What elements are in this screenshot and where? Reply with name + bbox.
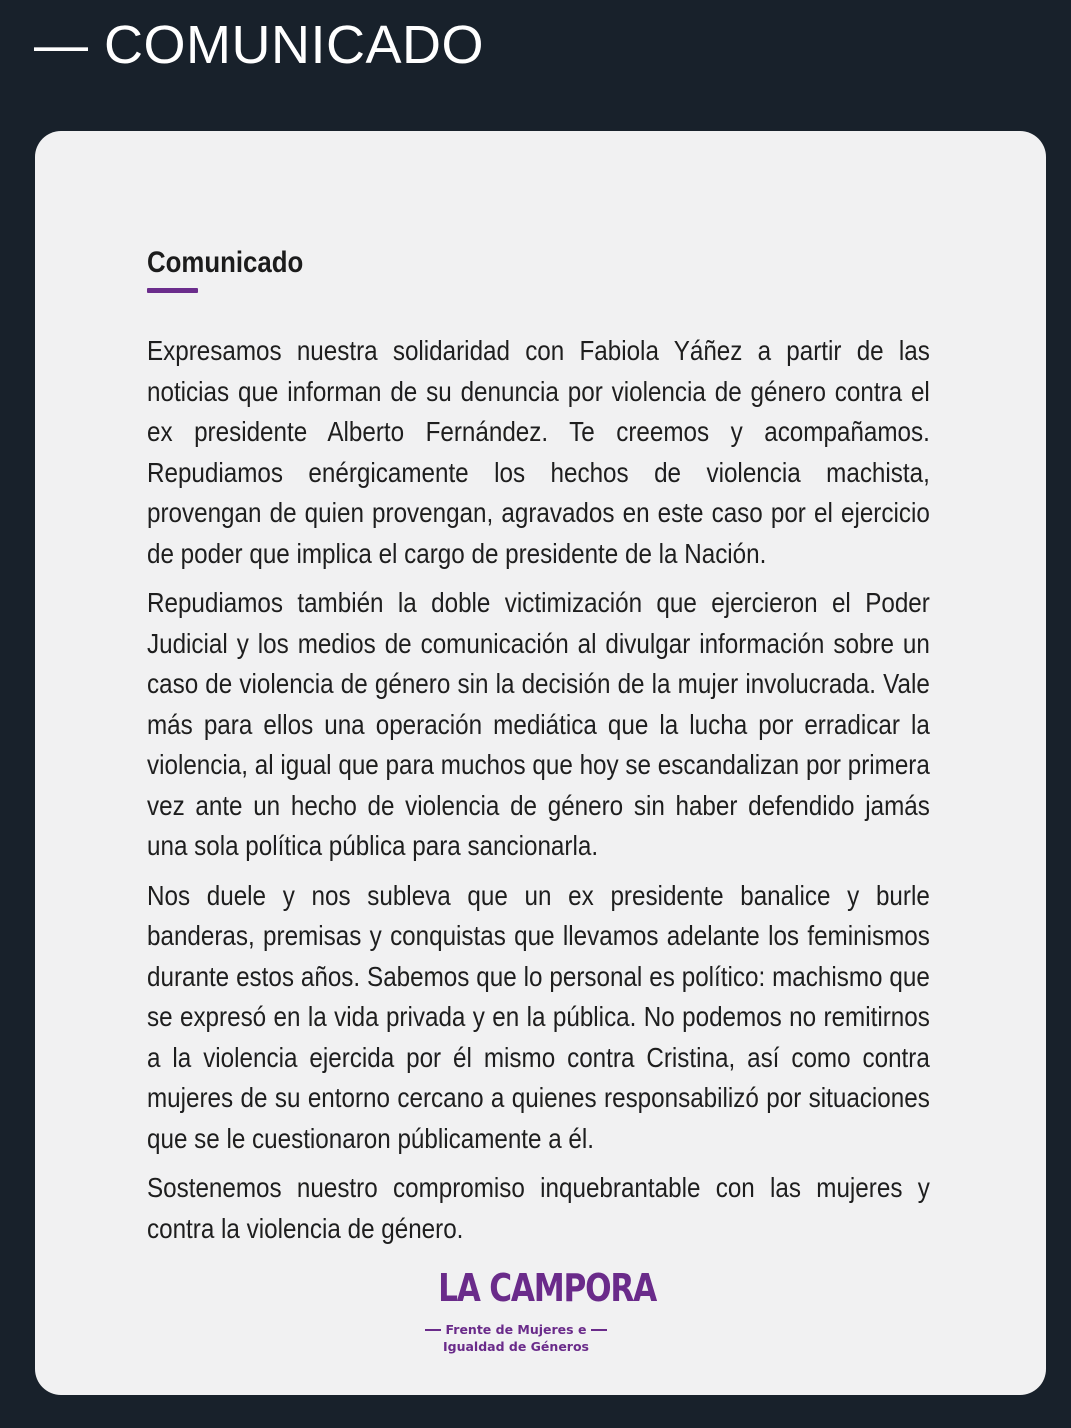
title-underline <box>147 288 198 293</box>
logo-subtitle <box>421 1321 611 1355</box>
logo-wordmark: LA CAMPORA <box>438 1266 657 1310</box>
statement-card <box>35 131 1046 1395</box>
la-campora-logo <box>421 1263 657 1361</box>
page-heading: — COMUNICADO <box>34 15 484 75</box>
dash-right-icon <box>591 1329 607 1331</box>
statement-paragraph: Repudiamos también la doble victimización que ejercieron el Poder Judicial y los medios de comunicación al divulgar información sobre un caso de violencia de género sin la decisión de la mujer involucrada. Vale más para ellos una operación mediática que la lucha por erradicar la violencia, al igual que para muchos que hoy se escandalizan por primera vez ante un hecho de violencia de género sin haber defendido jamás una sola política pública para sancionarla. <box>147 587 930 861</box>
statement-paragraph: Nos duele y nos subleva que un ex presidente banalice y burle banderas, premisas y conquistas que llevamos adelante los feminismos durante estos años. Sabemos que lo personal es político: machismo que se expresó en la vida privada y en la pública. No podemos no remitirnos a la violencia ejercida por él mismo contra Cristina, así como contra mujeres de su entorno cercano a quienes responsabilizó por situaciones que se le cuestionaron públicamente a él. <box>147 879 930 1154</box>
logo-subtitle-line2: Igualdad de Géneros <box>443 1339 589 1354</box>
statement-paragraph: Sostenemos nuestro compromiso inquebrantable con las mujeres y contra la violencia de género. <box>147 1172 930 1244</box>
statement-body <box>147 331 930 1258</box>
logo-subtitle-line1: Frente de Mujeres e <box>445 1322 587 1337</box>
dash-left-icon <box>425 1329 441 1331</box>
statement-paragraph: Expresamos nuestra solidaridad con Fabiola Yáñez a partir de las noticias que informan de su denuncia por violencia de género contra el ex presidente Alberto Fernández. Te creemos y acompañamos. Repudiamos enérgicamente los hechos de violencia machista, provengan de quien provengan, agravados en este caso por el ejercicio de poder que implica el cargo de presidente de la Nación. <box>147 335 930 569</box>
document-title: Comunicado <box>147 246 304 279</box>
